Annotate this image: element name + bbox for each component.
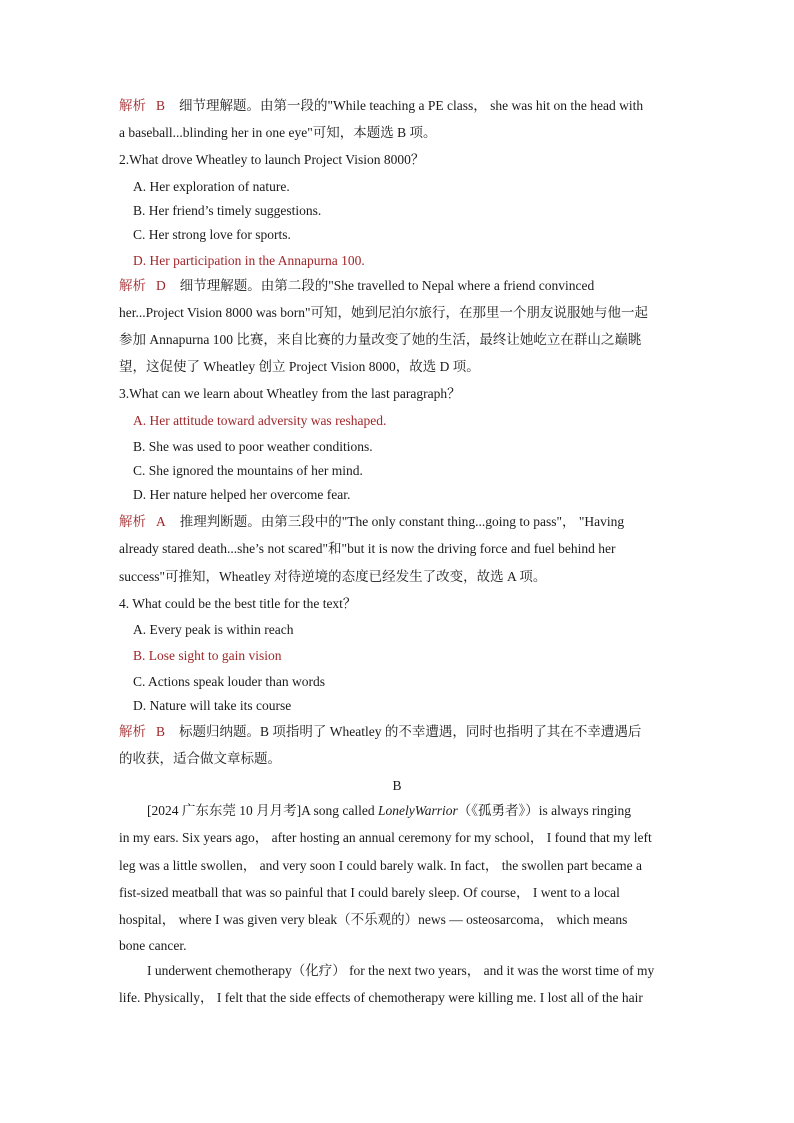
- question-stem: 4. What could be the best title for the text？: [119, 596, 357, 611]
- passage-p1-line-3: leg was a little swollen， and very soon I could barely walk. In fact， the swollen part became a: [119, 858, 642, 873]
- analysis-label: 解析: [119, 98, 146, 113]
- option-d-correct: D. Her participation in the Annapurna 100.: [133, 253, 365, 268]
- question-stem: 2.What drove Wheatley to launch Project Vision 8000？: [119, 152, 425, 167]
- q1-analysis-line-1: [119, 96, 643, 116]
- passage-p1-line-2: in my ears. Six years ago， after hosting an annual ceremony for my school， I found that my left: [119, 830, 652, 845]
- analysis-text: 细节理解题。由第一段的"While teaching a PE class， she was hit on the head with: [179, 98, 644, 113]
- passage-p1-line-1: [147, 801, 631, 821]
- analysis-text: 细节理解题。由第二段的"She travelled to Nepal where a friend convinced: [179, 278, 595, 293]
- passage-p1-line-4: fist-sized meatball that was so painful that I could barely sleep. Of course， I went to a local: [119, 885, 620, 900]
- option-b-correct: B. Lose sight to gain vision: [133, 648, 282, 663]
- analysis-answer: D: [156, 278, 166, 293]
- q2-analysis-line-2: her...Project Vision 8000 was born"可知，她到尼泊尔旅行，在那里一个朋友说服她与他一起: [119, 305, 649, 320]
- passage-text: （《孤勇者》）is always ringing: [457, 803, 631, 818]
- option-a: A. Her exploration of nature.: [133, 179, 290, 194]
- question-stem: 3.What can we learn about Wheatley from the last paragraph？: [119, 386, 461, 401]
- option-c: C. She ignored the mountains of her mind.: [133, 463, 363, 478]
- analysis-label: 解析: [119, 278, 146, 293]
- option-c: C. Her strong love for sports.: [133, 227, 291, 242]
- analysis-answer: B: [156, 724, 166, 739]
- q2-analysis-line-3: 参加 Annapurna 100 比赛，来自比赛的力量改变了她的生活，最终让她屹立在群山之巅眺: [119, 332, 642, 347]
- q2-analysis-line-4: 望，这促使了 Wheatley 创立 Project Vision 8000，故选 D 项。: [119, 359, 480, 374]
- q3-analysis-line-3: success"可推知，Wheatley 对待逆境的态度已经发生了改变，故选 A 项。: [119, 569, 547, 584]
- passage-p2-line-2: life. Physically， I felt that the side effects of chemotherapy were killing me. I lost all of the hair: [119, 990, 643, 1005]
- passage-p2-line-1: I underwent chemotherapy（化疗） for the next two years， and it was the worst time of my: [147, 963, 655, 978]
- analysis-label: 解析: [119, 514, 146, 529]
- analysis-answer: B: [156, 98, 166, 113]
- q3-analysis-line-1: [119, 512, 624, 532]
- option-b: B. Her friend’s timely suggestions.: [133, 203, 322, 218]
- option-d: D. Her nature helped her overcome fear.: [133, 487, 351, 502]
- analysis-text: 推理判断题。由第三段中的"The only constant thing...going to pass"， "Having: [179, 514, 625, 529]
- analysis-label: 解析: [119, 724, 146, 739]
- option-a-correct: A. Her attitude toward adversity was reshaped.: [133, 413, 387, 428]
- analysis-answer: A: [156, 514, 166, 529]
- song-title: LonelyWarrior: [377, 803, 458, 818]
- q2-analysis-line-1: [119, 276, 594, 296]
- q4-analysis-line-1: [119, 722, 641, 742]
- q1-analysis-line-2: a baseball...blinding her in one eye"可知，本题选 B 项。: [119, 125, 437, 140]
- passage-source: [2024 广东东莞 10 月月考]A song called: [147, 803, 378, 818]
- passage-heading: B: [392, 778, 402, 793]
- option-b: B. She was used to poor weather conditions.: [133, 439, 373, 454]
- analysis-text: 标题归纳题。B 项指明了 Wheatley 的不幸遭遇，同时也指明了其在不幸遭遇后: [179, 724, 642, 739]
- option-a: A. Every peak is within reach: [133, 622, 294, 637]
- option-d: D. Nature will take its course: [133, 698, 292, 713]
- q3-analysis-line-2: already stared death...she’s not scared"和"but it is now the driving force and fuel behind her: [119, 541, 616, 556]
- option-c: C. Actions speak louder than words: [133, 674, 325, 689]
- passage-p1-line-6: bone cancer.: [119, 938, 187, 953]
- q4-analysis-line-2: 的收获，适合做文章标题。: [119, 751, 281, 766]
- passage-p1-line-5: hospital， where I was given very bleak（不乐观的）news — osteosarcoma， which means: [119, 912, 628, 927]
